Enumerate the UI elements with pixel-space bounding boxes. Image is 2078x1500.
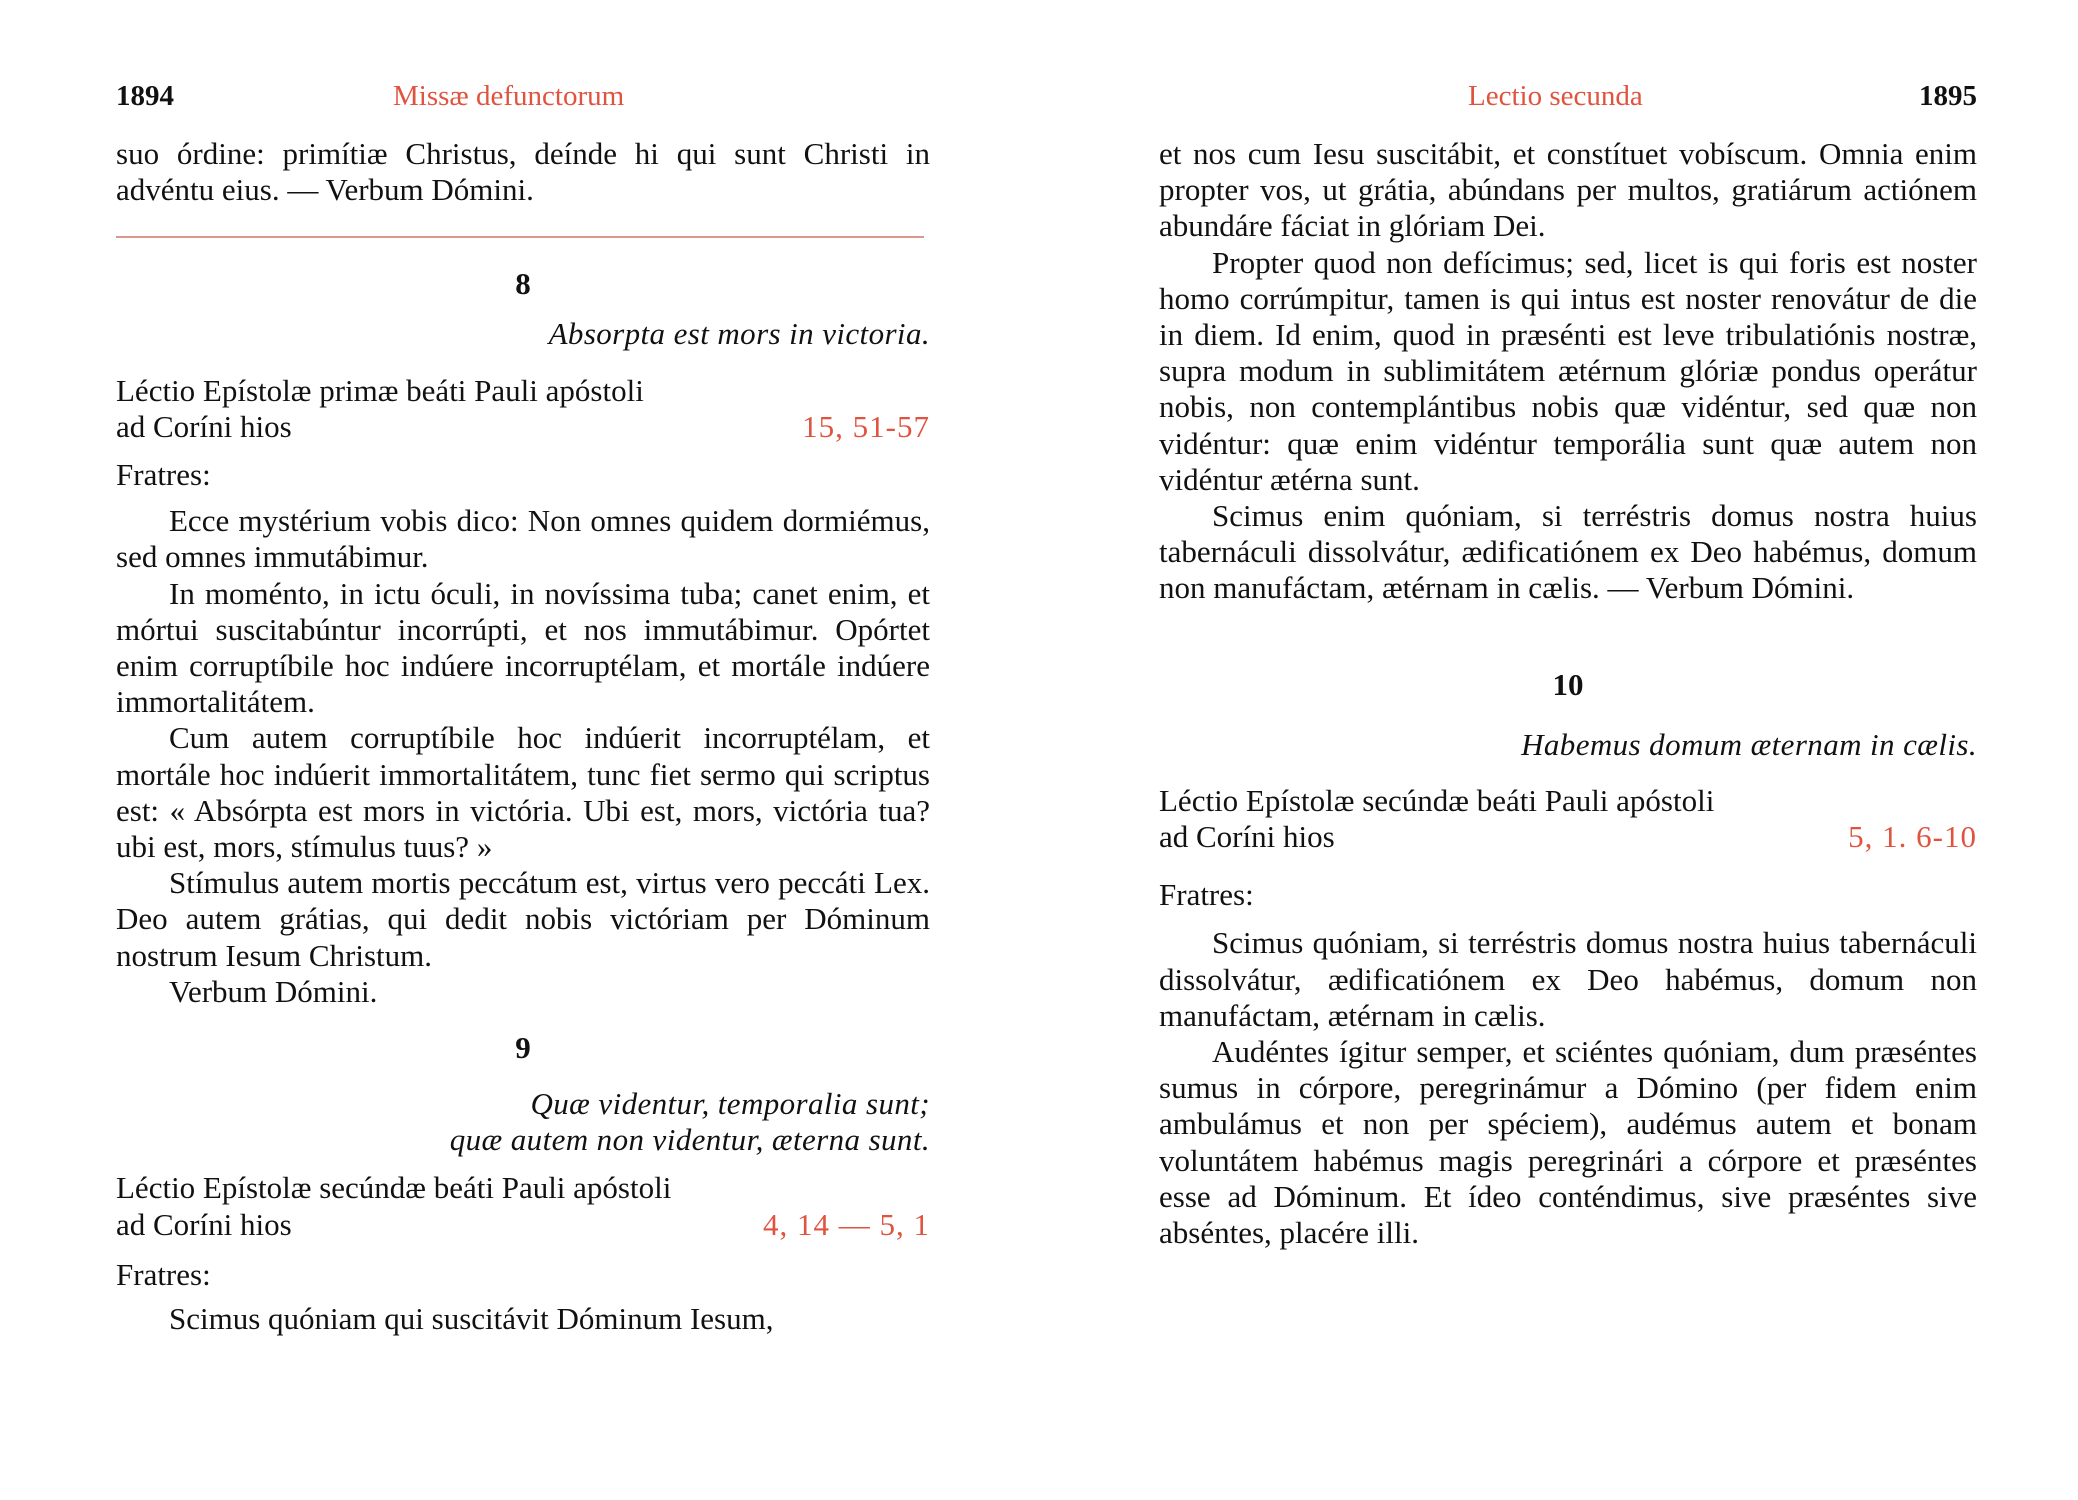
section-8-lectio-addressee: ad Coríni hios — [116, 408, 292, 444]
section-8-scripture-reference: 15, 51-57 — [802, 408, 930, 444]
section-10-subtitle: Habemus domum æternam in cælis. — [1521, 726, 1977, 762]
section-10-paragraph: Scimus quóniam, si terréstris domus nostra huius tabernáculi dissolvátur, ædificatiónem ex Deo habémus, domum non manufáctam, ætérnam in cælis. — [1159, 925, 1977, 1033]
section-8-subtitle: Absorpta est mors in victoria. — [548, 316, 930, 352]
section-10-lectio-title: Léctio Epístolæ secúndæ beáti Pauli apóstoli — [1159, 782, 1715, 818]
left-running-head — [116, 80, 930, 136]
section-8-lectio-title: Léctio Epístolæ primæ beáti Pauli apóstoli — [116, 372, 644, 408]
section-8-lectio-reference-row — [116, 409, 930, 445]
right-text-column — [1159, 0, 1977, 1251]
section-10-paragraph: Audéntes ígitur semper, et sciéntes quóniam, dum præséntes sumus in córpore, peregrinámur a Dómino (per fidem enim ambulámus et non per spéciem), audémus autem et bonam voluntátem habémus magis peregrinári a córpore et præséntes esse ad Dóminum. Et ídeo conténdimus, sive præséntes sive abséntes, placére illi. — [1159, 1034, 1977, 1251]
section-10-salutation: Fratres: — [1159, 877, 1254, 913]
section-9-subtitle-line2: quæ autem non videntur, æterna sunt. — [449, 1122, 930, 1158]
section-9-subtitle-line1: Quæ videntur, temporalia sunt; — [530, 1086, 930, 1122]
section-10-lectio-addressee: ad Coríni hios — [1159, 819, 1335, 855]
left-text-column — [116, 0, 930, 1337]
section-8-paragraph: In moménto, in ictu óculi, in novíssima tuba; canet enim, et mórtui suscitabúntur incorrúpti, et nos immutábimur. Opórtet enim corruptíbile hoc indúere incorruptélam, et mortále indúere immortalitátem. — [116, 575, 930, 720]
section-9-lectio-addressee: ad Coríni hios — [116, 1206, 292, 1242]
running-title-left: Missæ defunctorum — [393, 80, 625, 112]
body-paragraph: Propter quod non defícimus; sed, licet is qui foris est noster homo corrúmpitur, tamen is qui intus est noster renovátur de die in diem. Id enim, quod in præsénti est leve tribulatiónis nostræ, supra modum in sublimitátem ætérnum glóriæ pondus operátur nobis, non contemplántibus nobis quæ vidéntur, sed quæ non vidéntur: quæ enim vidéntur temporália sunt quæ autem non vidéntur ætérna sunt. — [1159, 244, 1977, 497]
right-running-head — [1159, 80, 1977, 136]
body-paragraph: Scimus enim quóniam, si terréstris domus nostra huius tabernáculi dissolvátur, ædificatiónem ex Deo habémus, domum non manufáctam, ætérnam in cælis. — Verbum Dómini. — [1159, 498, 1977, 606]
section-9-lectio-title: Léctio Epístolæ secúndæ beáti Pauli apóstoli — [116, 1170, 672, 1206]
section-8-paragraph: Cum autem corruptíbile hoc indúerit incorruptélam, et mortále hoc indúerit immortalitátem, tunc fiet sermo qui scriptus est: « Absórpta est mors in victória. Ubi est, mors, victória tua? ubi est, mors, stímulus tuus? » — [116, 720, 930, 865]
page-number-left: 1894 — [116, 80, 174, 112]
section-10-scripture-reference: 5, 1. 6-10 — [1848, 819, 1977, 855]
right-page — [1039, 0, 2078, 1500]
section-divider-rule — [116, 236, 924, 238]
continuation-paragraph: suo órdine: primítiæ Christus, deínde hi qui sunt Christi in advéntu eius. — Verbum Dómini. — [116, 136, 930, 208]
section-8-paragraph: Stímulus autem mortis peccátum est, virtus vero peccáti Lex. Deo autem grátias, qui dedit nobis victóriam per Dóminum nostrum Iesum Christum. — [116, 865, 930, 973]
section-8-number: 8 — [515, 266, 531, 302]
section-8-salutation: Fratres: — [116, 457, 211, 492]
section-9-lectio-reference-row — [116, 1207, 930, 1243]
section-9-salutation: Fratres: — [116, 1256, 211, 1292]
section-10-lectio-reference-row — [1159, 819, 1977, 855]
section-8-closing: Verbum Dómini. — [169, 973, 378, 1009]
continuation-paragraph: et nos cum Iesu suscitábit, et constítuet vobíscum. Omnia enim propter vos, ut grátia, abúndans per multos, gratiárum actiónem abundáre fáciat in glóriam Dei. — [1159, 136, 1977, 244]
section-9-number: 9 — [515, 1030, 531, 1066]
page-number-right: 1895 — [1919, 80, 1977, 112]
section-10-number: 10 — [1552, 666, 1584, 702]
section-9-paragraph: Scimus quóniam qui suscitávit Dóminum Iesum, — [169, 1301, 774, 1337]
running-title-right: Lectio secunda — [1468, 80, 1643, 112]
section-8-paragraph: Ecce mystérium vobis dico: Non omnes quidem dormiémus, sed omnes immutábimur. — [116, 503, 930, 575]
section-9-scripture-reference: 4, 14 — 5, 1 — [763, 1206, 930, 1242]
